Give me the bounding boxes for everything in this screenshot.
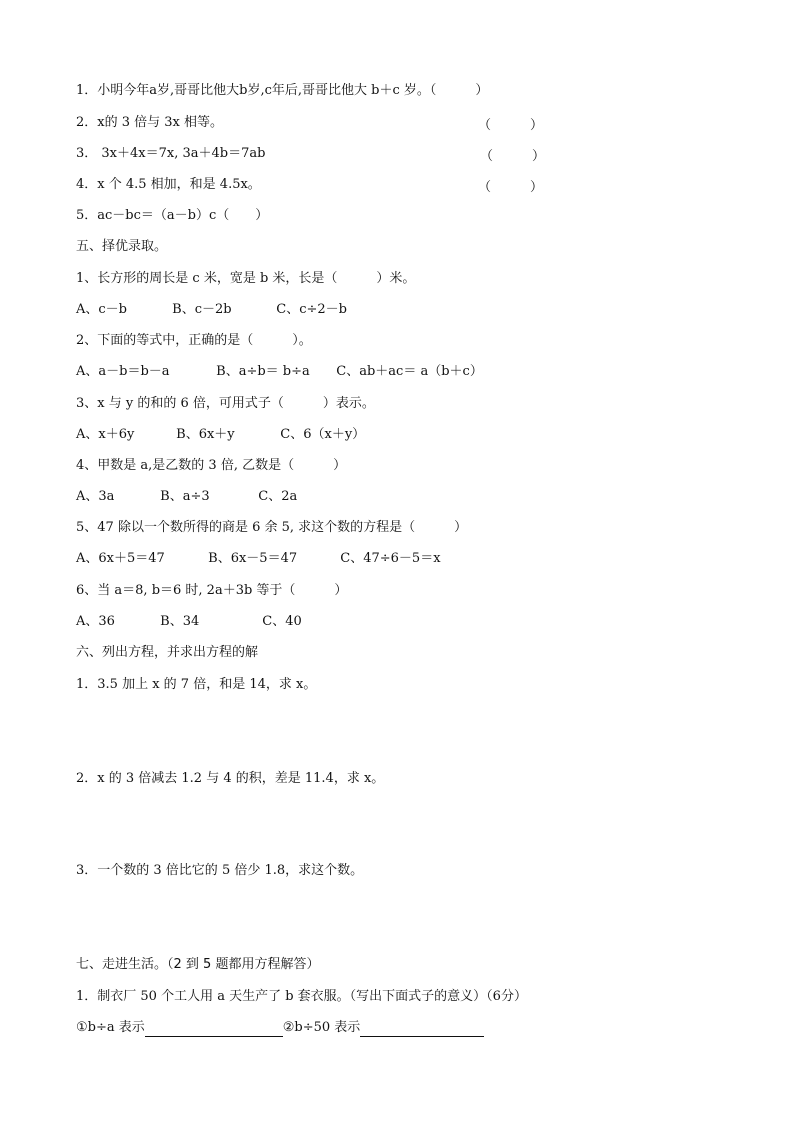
choice-option-a[interactable]: A、x＋6y [76, 427, 135, 442]
choice-option-c[interactable]: C、ab＋ac＝ a（b＋c） [336, 364, 483, 379]
choice-option-b[interactable]: B、6x－5＝47 [208, 551, 298, 566]
choice-option-c[interactable]: C、c÷2－b [276, 302, 347, 317]
choice-option-a[interactable]: A、3a [76, 489, 115, 504]
answer-blank-2[interactable] [360, 1022, 484, 1037]
choice-options-2 [76, 363, 754, 381]
choice-options-5 [76, 550, 754, 568]
choice-option-a[interactable]: A、6x＋5＝47 [76, 551, 165, 566]
choice-option-a[interactable]: A、a－b＝b－a [76, 364, 170, 379]
equation-question-1: 1．3.5 加上 x 的 7 倍，和是 14，求 x。 [76, 677, 317, 692]
life-question-1-subparts [76, 1019, 754, 1037]
choice-question-6: 6、当 a＝8, b＝6 时, 2a＋3b 等于（ ） [76, 583, 348, 598]
choice-option-c[interactable]: C、40 [262, 614, 302, 629]
judge-answer-paren-4[interactable]: （ ） [478, 180, 544, 195]
judge-question-4: 4．x 个 4.5 相加，和是 4.5x。 [76, 177, 261, 192]
section-title-part7: 七、走进生活。（2 到 5 题都用方程解答） [76, 957, 320, 972]
judge-question-2: 2．x的 3 倍与 3x 相等。 [76, 115, 224, 130]
choice-option-b[interactable]: B、6x＋y [176, 427, 235, 442]
choice-option-b[interactable]: B、34 [160, 614, 200, 629]
choice-question-1: 1、长方形的周长是 c 米，宽是 b 米，长是（ ）米。 [76, 271, 416, 286]
judge-answer-paren-3[interactable]: （ ） [480, 149, 546, 164]
choice-question-4: 4、甲数是 a,是乙数的 3 倍, 乙数是（ ） [76, 458, 347, 473]
choice-option-c[interactable]: C、2a [258, 489, 298, 504]
life-question-1: 1．制衣厂 50 个工人用 a 天生产了 b 套衣服。（写出下面式子的意义）（6分） [76, 989, 527, 1004]
choice-option-a[interactable]: A、36 [76, 614, 115, 629]
equation-question-2: 2．x 的 3 倍减去 1.2 与 4 的积，差是 11.4，求 x。 [76, 771, 385, 786]
choice-options-4 [76, 488, 754, 506]
choice-options-6 [76, 613, 754, 631]
judge-question-3: 3． 3x＋4x＝7x, 3a＋4b＝7ab [76, 146, 266, 161]
judge-answer-paren-2[interactable]: （ ） [478, 118, 544, 133]
choice-option-a[interactable]: A、c－b [76, 302, 127, 317]
choice-options-3 [76, 426, 754, 444]
answer-blank-1[interactable] [145, 1022, 283, 1037]
choice-question-5: 5、47 除以一个数所得的商是 6 余 5, 求这个数的方程是（ ） [76, 520, 468, 535]
equation-question-3: 3．一个数的 3 倍比它的 5 倍少 1.8，求这个数。 [76, 863, 364, 878]
judge-question-1: 1．小明今年a岁,哥哥比他大b岁,c年后,哥哥比他大 b＋c 岁。（ ） [76, 83, 489, 98]
choice-option-b[interactable]: B、a÷3 [160, 489, 210, 504]
section-title-part6: 六、列出方程，并求出方程的解 [76, 645, 259, 660]
choice-question-2: 2、下面的等式中，正确的是（ ）。 [76, 333, 312, 348]
choice-option-b[interactable]: B、a÷b＝ b÷a [216, 364, 310, 379]
choice-option-c[interactable]: C、6（x＋y） [280, 427, 366, 442]
subpart-1-label: ①b÷a 表示 [76, 1020, 145, 1035]
choice-option-b[interactable]: B、c－2b [172, 302, 232, 317]
section-title-part5: 五、择优录取。 [76, 239, 168, 254]
choice-question-3: 3、x 与 y 的和的 6 倍，可用式子（ ）表示。 [76, 396, 375, 411]
judge-question-5: 5．ac－bc＝（a－b）c（ ） [76, 208, 269, 223]
choice-options-1 [76, 301, 754, 319]
choice-option-c[interactable]: C、47÷6－5＝x [340, 551, 441, 566]
subpart-2-label: ②b÷50 表示 [282, 1020, 361, 1035]
